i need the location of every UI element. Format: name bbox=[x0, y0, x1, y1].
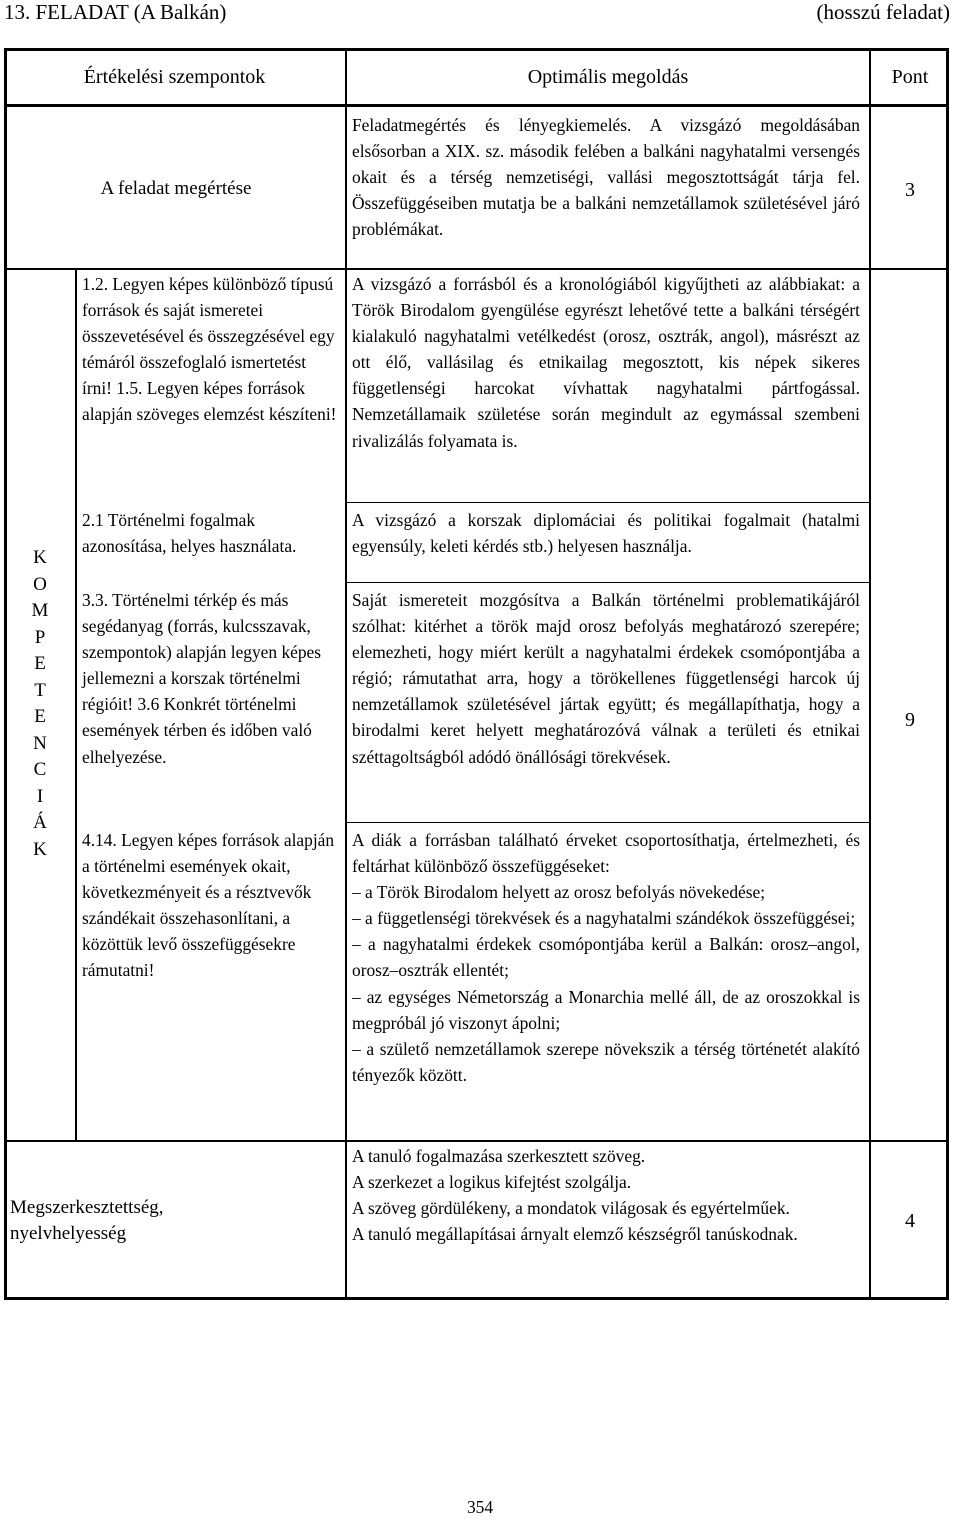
page-number: 354 bbox=[466, 1497, 494, 1517]
solution-4-bullet-5: – a születő nemzetállamok szerepe növekszik a térség történetét alakító tényezők között. bbox=[352, 1038, 860, 1085]
criterion-3: 3.3. Történelmi térkép és más segédanyag (forrás, kulcsszavak, szempontok) alapján legyen képes jellemezni a korszak történelmi régióit! 3.6 Konkrét történelmi események térben és időben való elhelyezése. bbox=[82, 590, 322, 767]
competence-points: 9 bbox=[905, 709, 915, 731]
row-rule-2 bbox=[4, 1140, 949, 1142]
sub-row-rule-2 bbox=[345, 582, 870, 583]
structure-line-3: A szöveg gördülékeny, a mondatok világosak és egyértelműek. bbox=[352, 1198, 790, 1219]
task-title: 13. FELADAT (A Balkán) bbox=[4, 0, 227, 24]
structure-line-1: A tanuló fogalmazása szerkesztett szöveg. bbox=[352, 1146, 646, 1166]
page-header bbox=[0, 0, 960, 30]
competence-label-divider bbox=[75, 268, 77, 1140]
criterion-1: 1.2. Legyen képes különböző típusú források és saját ismeretei összevetésével és összegzésével egy témáról összefoglaló ismertetést írni! 1.5. Legyen képes források alapján szöveges elemzést készíteni! bbox=[82, 274, 337, 425]
solution-2: A vizsgázó a korszak diplomáciai és politikai fogalmait (hatalmi egyensúly, keleti kérdés stb.) helyesen használja. bbox=[352, 510, 860, 557]
task-understanding-label: A feladat megértése bbox=[100, 178, 252, 199]
criteria-column-header: Értékelési szempontok bbox=[83, 66, 266, 88]
criterion-4: 4.14. Legyen képes források alapján a történelmi események okait, következményeit és a résztvevők szándékait összehasonlítani, a közöttük levő összefüggésekre rámutatni! bbox=[82, 830, 335, 981]
points-column-header: Pont bbox=[891, 66, 929, 88]
structure-points: 4 bbox=[905, 1210, 915, 1232]
solution-4-bullet-1: – a Török Birodalom helyett az orosz befolyás növekedése; bbox=[352, 882, 766, 903]
competence-vertical-label: K O M P E T E N C I Á K bbox=[31, 547, 49, 860]
structure-line-4: A tanuló megállapításai árnyalt elemző készségről tanúskodnak. bbox=[352, 1224, 798, 1245]
sub-row-rule-3 bbox=[345, 822, 870, 823]
row-rule-1 bbox=[4, 268, 949, 270]
solution-4 bbox=[352, 827, 860, 1088]
task-understanding-points: 3 bbox=[905, 179, 915, 201]
task-understanding-solution: Feladatmegértés és lényegkiemelés. A vizsgázó megoldásában elsősorban a XIX. sz. második felében a balkáni nagyhatalmi versengés okait és a térség nemzetiségi, vallási megosztottságát tárja fel. Összefüggéseiben mutatja be a balkáni nemzetállamok születésével járó problémákat. bbox=[352, 115, 860, 240]
solution-4-intro: A diák a forrásban található érveket csoportosíthatja, értelmezheti, és feltárhat különböző összefüggéseket: bbox=[352, 830, 860, 877]
solution-4-bullet-4: – az egységes Németország a Monarchia mellé áll, de az oroszokkal is megpróbál jó viszonyt ápolni; bbox=[352, 986, 860, 1033]
structure-solution bbox=[352, 1143, 860, 1247]
criterion-2: 2.1 Történelmi fogalmak azonosítása, helyes használata. bbox=[82, 510, 297, 557]
solution-1: A vizsgázó a forrásból és a kronológiából kigyűjtheti az alábbiakat: a Török Birodalom gyengülése egyrészt lehetővé tette a balkáni térségért kialakuló nagyhatalmi vetélkedést (orosz, osztrák, angol), másrészt az ott élő, vallásilag és etnikailag megosztott, kis népek sikeres függetlenségi harcokat vívhattak nagyhatalmi pártfogással. Nemzetállamaik születése során megindult az egymással szembeni rivalizálás folyamata is. bbox=[352, 274, 860, 451]
solution-3: Saját ismereteit mozgósítva a Balkán történelmi problematikájáról szólhat: kitérhet a török majd orosz befolyás meghatározó szerepére; elemezheti, hogy miért került a nagyhatalmi érdekek csomópontjába a régió; rámutathat arra, hogy a törökellenes függetlenségi harcok új nemzetállamok születésével jártak együtt; és megállapíthatja, hogy a birodalmi keret helyett meghatározóvá válnak a területi és etnikai széttagoltságból adódó önállósági törekvések. bbox=[352, 590, 860, 767]
criteria-column-divider bbox=[345, 48, 347, 1300]
structure-line-2: A szerkezet a logikus kifejtést szolgálja. bbox=[352, 1172, 632, 1193]
solution-4-bullet-3: – a nagyhatalmi érdekek csomópontjába kerül a Balkán: orosz–angol, orosz–osztrák ellentét; bbox=[352, 934, 860, 981]
solution-column-header: Optimális megoldás bbox=[527, 66, 689, 88]
header-bottom-rule bbox=[4, 104, 949, 107]
structure-label: Megszerkesztettség, nyelvhelyesség bbox=[10, 1197, 164, 1245]
points-column-divider bbox=[869, 48, 871, 1300]
sub-row-rule-1 bbox=[345, 502, 870, 503]
task-type: (hosszú feladat) bbox=[816, 0, 950, 24]
solution-4-bullet-2: – a függetlenségi törekvések és a nagyhatalmi szándékok összefüggései; bbox=[352, 908, 856, 929]
